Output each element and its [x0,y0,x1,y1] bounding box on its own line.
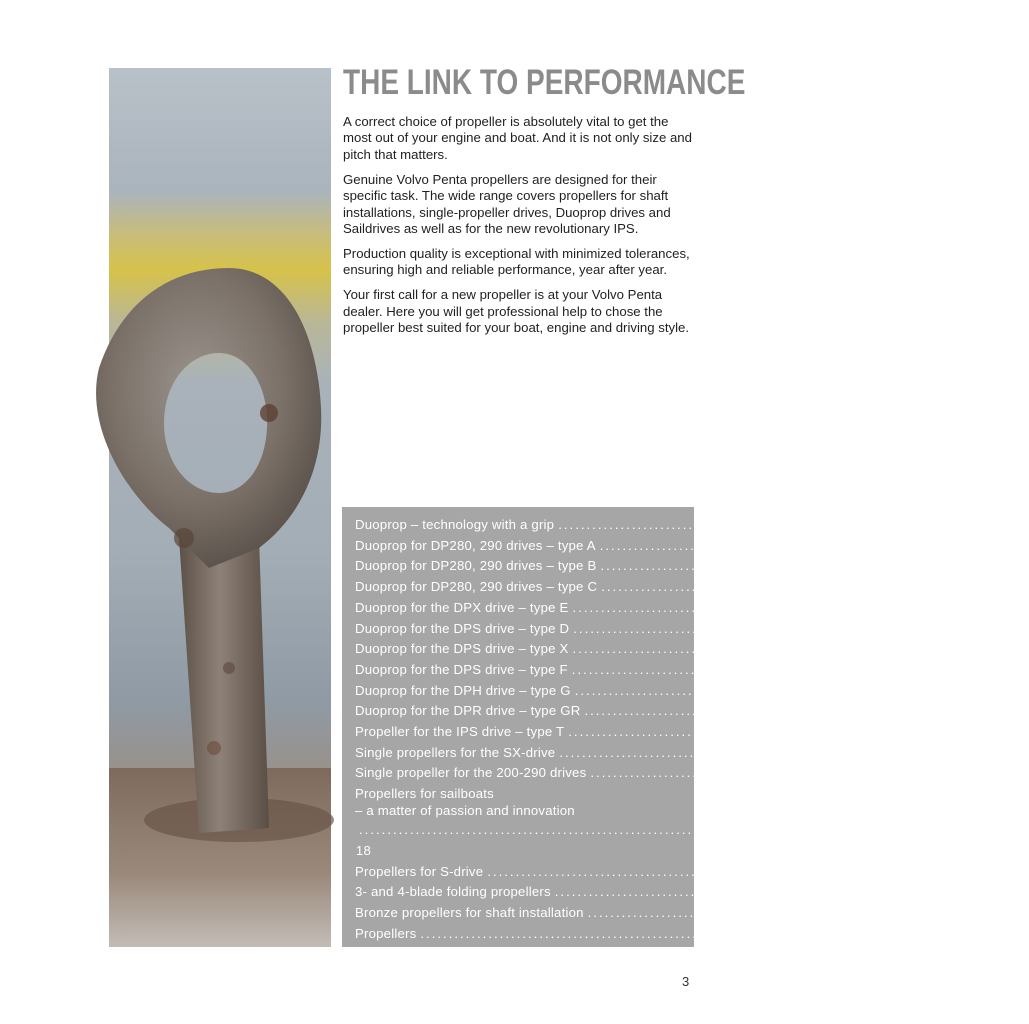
toc-label: Duoprop for the DPX drive – type E [355,599,569,615]
intro-text [343,114,699,345]
table-of-contents [342,507,1029,947]
toc-entry[interactable] [355,660,1000,681]
toc-leader: ........................................................................ [590,765,999,781]
toc-label: Propellers [355,925,417,941]
toc-leader: ........................................................................ [599,537,1008,553]
toc-page: 12 [997,703,1013,719]
toc-leader: ........................................................................ [359,822,767,838]
toc-page: 5 [1019,537,1028,553]
toc-page: 12 [987,682,1003,698]
toc-entry[interactable] [355,598,1001,619]
toc-leader: ........................................................................ [554,884,963,900]
toc-leader: ........................................................................ [487,863,896,879]
toc-page: 7 [1021,579,1029,595]
toc-entry[interactable] [355,722,997,743]
toc-leader: ........................................................................ [584,703,993,719]
toc-leader: ........................................................................ [587,904,996,920]
toc-page: 24 [833,925,849,941]
toc-leader: ........................................................................ [568,724,977,740]
toc-page: 9 [993,620,1002,636]
toc-entry[interactable] [355,701,1013,722]
toc-label: Duoprop for DP280, 290 drives – type A [355,537,596,553]
toc-entry[interactable] [355,536,1028,557]
toc-label: Duoprop for the DPS drive – type X [355,641,569,657]
toc-entry[interactable] [355,784,767,861]
toc-leader: ........................................................................ [559,744,968,760]
toc-label: Duoprop for the DPS drive – type D [355,620,570,636]
toc-label: Duoprop for the DPS drive – type F [355,661,568,677]
toc-entry[interactable] [355,924,849,945]
toc-label: Single propellers for the SX-drive [355,744,556,760]
eyebolt-illustration [109,68,331,947]
toc-entry[interactable] [355,639,1001,660]
toc-page: 8 [992,599,1001,615]
toc-label: Bronze propellers for shaft installation [355,904,584,920]
toc-page: 11 [985,661,1000,677]
toc-label: Propeller for the IPS drive – type T [355,724,565,740]
toc-entry[interactable] [355,763,1019,784]
toc-page: 18 [355,842,371,858]
toc-leader: ........................................................................ [572,599,981,615]
toc-entry[interactable] [355,743,988,764]
toc-page: 6 [1020,558,1029,574]
toc-label: Duoprop for DP280, 290 drives – type C [355,579,598,595]
toc-label: Propellers for S-drive [355,863,484,879]
toc-page: 16 [1003,765,1019,781]
toc-label: Single propeller for the 200-290 drives [355,765,587,781]
toc-entry[interactable] [355,903,1016,924]
intro-paragraph: Production quality is exceptional with minimized tolerances, ensuring high and reliable performance, year after year. [343,245,690,278]
toc-entry[interactable] [355,882,983,903]
eyebolt-photo [109,68,331,947]
toc-page: 13 [981,724,997,740]
toc-entry[interactable] [355,862,916,883]
toc-entry[interactable] [355,556,1029,577]
toc-label: – a matter of passion and innovation [355,803,575,819]
toc-page: 19 [900,863,916,879]
toc-leader: ........................................................................ [600,558,1009,574]
toc-page: 4 [978,517,987,532]
toc-entry[interactable] [355,681,1003,702]
intro-paragraph: Genuine Volvo Penta propellers are designed for their specific task. The wide range covers propellers for shaft installations, single-propeller drives, Duoprop drives and Saildrives as well as for the new revolutionary IPS. [343,171,671,236]
toc-label: Duoprop – technology with a grip [355,517,555,532]
toc-page: 10 [985,641,1001,657]
toc-entry[interactable] [355,619,1002,640]
page-title: THE LINK TO PERFORMANCE [343,63,746,102]
toc-leader: ........................................................................ [573,620,982,636]
toc-leader: ........................................................................ [601,579,1009,595]
toc-page: 14 [972,744,988,760]
toc-page: 22 [1000,904,1016,920]
toc-entry[interactable] [355,515,987,536]
toc-leader: ........................................................................ [574,682,983,698]
toc-label: Duoprop for the DPH drive – type G [355,682,571,698]
intro-paragraph: A correct choice of propeller is absolutely vital to get the most out of your engine and boat. And it is not only size and pitch that matters. [343,114,692,162]
intro-paragraph: Your first call for a new propeller is at your Volvo Penta dealer. Here you will get professional help to chose the propeller best suited for your boat, engine and driving style. [343,287,690,335]
toc-label: Duoprop for DP280, 290 drives – type B [355,558,597,574]
toc-entry[interactable] [355,577,1029,598]
toc-label: Duoprop for the DPR drive – type GR [355,703,581,719]
toc-leader: ........................................................................ [571,661,980,677]
page-number: 3 [682,974,690,989]
toc-leader: ........................................................................ [572,641,981,657]
toc-leader: ........................................................................ [420,925,829,941]
toc-label-line1: Propellers for sailboats [355,786,494,802]
toc-leader: ........................................................................ [558,517,967,532]
toc-page: 20 [967,884,983,900]
toc-label: 3- and 4-blade folding propellers [355,884,551,900]
